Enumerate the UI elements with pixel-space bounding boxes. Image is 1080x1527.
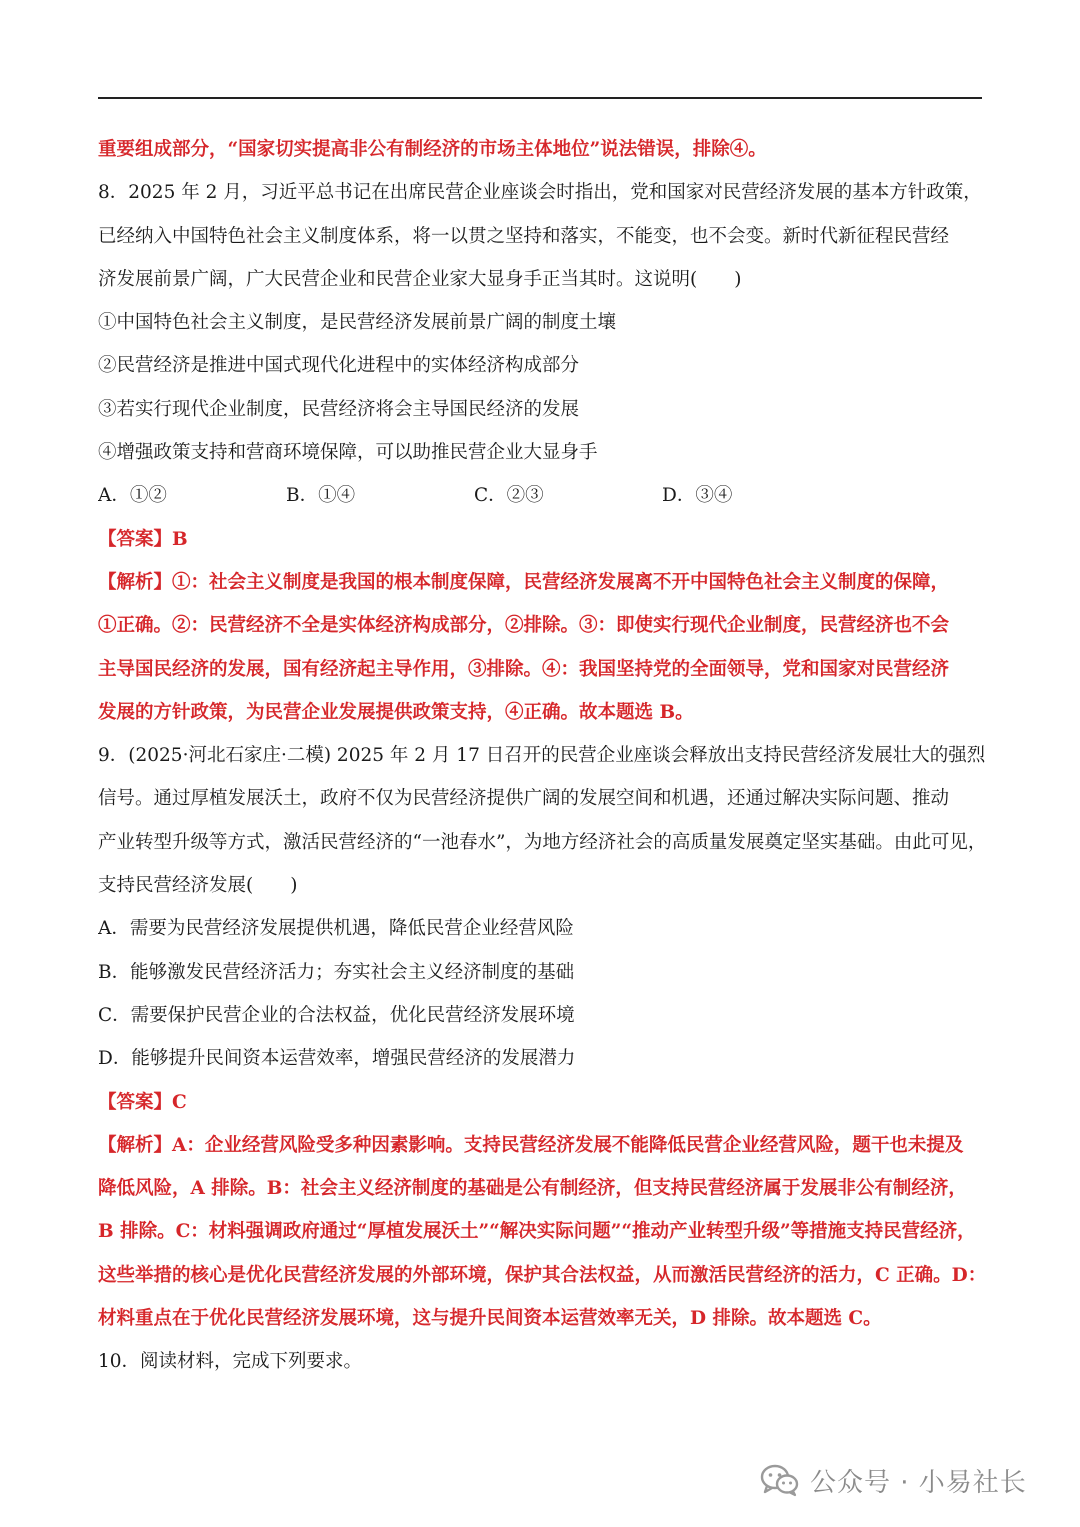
question-stem-line: 支持民营经济发展( ) [98, 875, 298, 897]
wechat-icon [760, 1463, 800, 1497]
analysis-line: 这些举措的核心是优化民营经济发展的外部环境，保护其合法权益，从而激活民营经济的活力，C 正确。D： [98, 1264, 986, 1286]
question-10-stem: 10．阅读材料，完成下列要求。 [98, 1351, 363, 1373]
answer-line [98, 1081, 986, 1124]
analysis-line: 主导国民经济的发展，国有经济起主导作用，③排除。④：我国坚持党的全面领导，党和国家对民营经济 [98, 658, 950, 680]
statement-3: ③若实行现代企业制度，民营经济将会主导国民经济的发展 [98, 398, 580, 420]
option-b: B．①④ [286, 485, 356, 507]
answer-line [98, 518, 986, 561]
question-stem-line: 9．(2025·河北石家庄·二模) 2025 年 2 月 17 日召开的民营企业座谈会释放出支持民营经济发展壮大的强烈 [98, 745, 986, 767]
statement-4: ④增强政策支持和营商环境保障，可以助推民营企业大显身手 [98, 442, 598, 464]
answer-value: B [172, 528, 188, 550]
statement-1: ①中国特色社会主义制度，是民营经济发展前景广阔的制度土壤 [98, 312, 617, 334]
analysis-line: 【解析】①：社会主义制度是我国的根本制度保障，民营经济发展离不开中国特色社会主义制度的保障， [98, 571, 950, 593]
option-c: C．②③ [474, 485, 544, 507]
analysis-line: 材料重点在于优化民营经济发展环境，这与提升民间资本运营效率无关，D 排除。故本题选 C。 [98, 1308, 882, 1330]
option-c: C．需要保护民营企业的合法权益，优化民营经济发展环境 [98, 1004, 575, 1026]
analysis-line: B 排除。C：材料强调政府通过“厚植发展沃土”“解决实际问题”“推动产业转型升级”等措施支持民营经济， [98, 1221, 976, 1243]
question-stem-line: 8．2025 年 2 月，习近平总书记在出席民营企业座谈会时指出，党和国家对民营经济发展的基本方针政策， [98, 182, 982, 204]
analysis-line: ①正确。②：民营经济不全是实体经济构成部分，②排除。③：即使实行现代企业制度，民营经济也不会 [98, 615, 950, 637]
question-stem-line: 产业转型升级等方式，激活民营经济的“一池春水”，为地方经济社会的高质量发展奠定坚实基础。由此可见， [98, 831, 986, 853]
analysis-line: 【解析】A：企业经营风险受多种因素影响。支持民营经济发展不能降低民营企业经营风险，题干也未提及 [98, 1134, 964, 1156]
answer-label: 【答案】 [98, 1091, 173, 1113]
question-stem-line: 已经纳入中国特色社会主义制度体系，将一以贯之坚持和落实，不能变，也不会变。新时代新征程民营经 [98, 225, 950, 247]
analysis-label: 【解析】 [98, 571, 173, 593]
previous-analysis-tail: 重要组成部分，“国家切实提高非公有制经济的市场主体地位”说法错误，排除④。 [98, 139, 767, 160]
question-stem-line: 济发展前景广阔，广大民营企业和民营企业家大显身手正当其时。这说明( ) [98, 268, 742, 290]
option-d: D．能够提升民间资本运营效率，增强民营经济的发展潜力 [98, 1048, 576, 1070]
answer-options [98, 474, 986, 517]
question-9 [98, 734, 986, 1340]
analysis-line: 降低风险，A 排除。B：社会主义经济制度的基础是公有制经济，但支持民营经济属于发展非公有制经济， [98, 1178, 967, 1200]
option-a: A．需要为民营经济发展提供机遇，降低民营企业经营风险 [98, 918, 574, 940]
document-body [98, 128, 986, 1384]
answer-label: 【答案】 [98, 528, 173, 550]
watermark [760, 1457, 1027, 1503]
header-rule [98, 97, 982, 99]
statement-2: ②民营经济是推进中国式现代化进程中的实体经济构成部分 [98, 355, 580, 377]
answer-value: C [172, 1091, 187, 1113]
question-8 [98, 171, 986, 734]
option-a: A．①② [98, 485, 167, 507]
analysis-label: 【解析】 [98, 1134, 173, 1156]
watermark-text: 公众号 · 小易社长 [810, 1467, 1027, 1498]
analysis-line: 发展的方针政策，为民营企业发展提供政策支持，④正确。故本题选 B。 [98, 701, 694, 723]
option-b: B．能够激发民营经济活力；夯实社会主义经济制度的基础 [98, 961, 575, 983]
question-stem-line: 信号。通过厚植发展沃土，政府不仅为民营经济提供广阔的发展空间和机遇，还通过解决实际问题、推动 [98, 788, 950, 810]
option-d: D．③④ [662, 485, 733, 507]
